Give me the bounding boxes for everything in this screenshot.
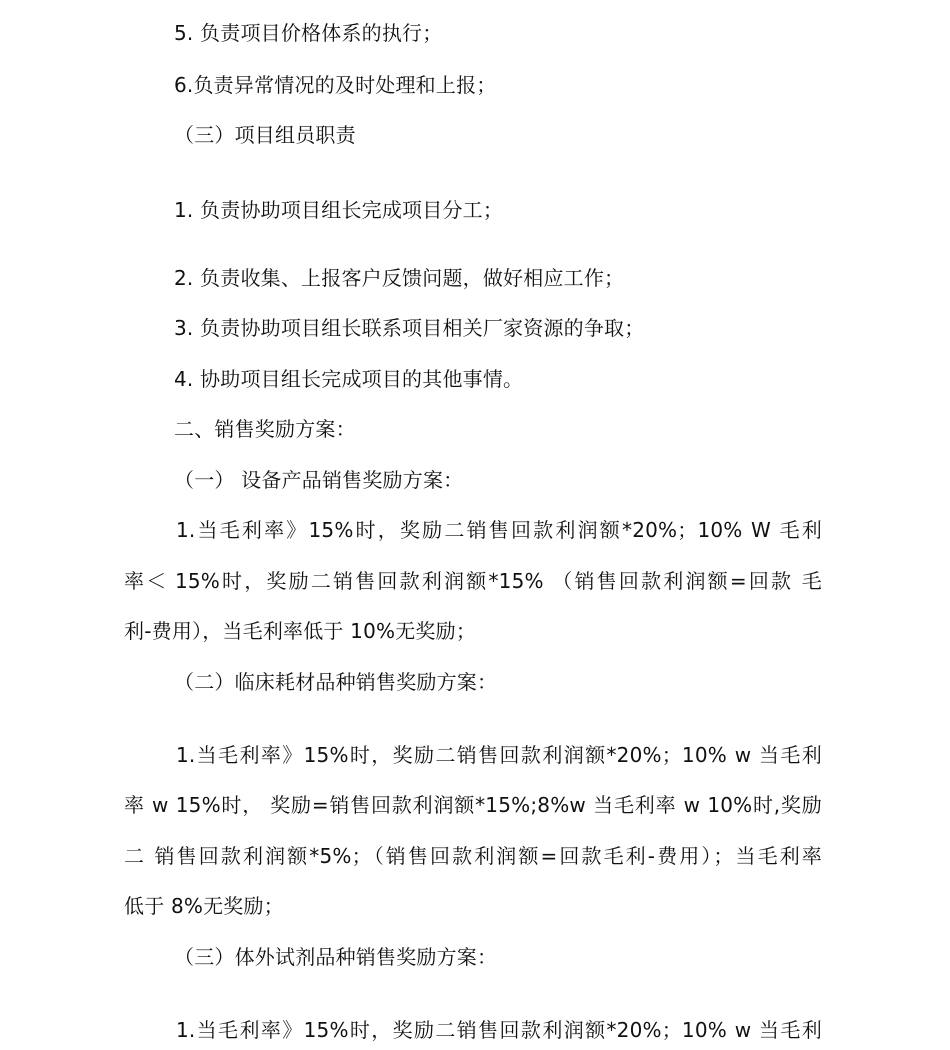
consumables-rule-line-3: 二 销售回款利润额*5%；（销售回款利润额=回款毛利-费用）；当毛利率 xyxy=(124,844,822,868)
equipment-rule-line-1: 1.当毛利率》15%时，奖励二销售回款利润额*20%；10% W 毛利 xyxy=(176,518,822,542)
duty-item-5: 5. 负责项目价格体系的执行； xyxy=(174,21,443,45)
consumables-rule-line-2: 率 w 15%时， 奖励=销售回款利润额*15%;8%w 当毛利率 w 10%时,奖励 xyxy=(124,793,822,817)
equipment-rule-line-3: 利-费用），当毛利率低于 10%无奖励； xyxy=(124,619,477,643)
consumables-rule-line-4: 低于 8%无奖励； xyxy=(124,894,284,918)
member-duty-3: 3. 负责协助项目组长联系项目相关厂家资源的争取； xyxy=(174,316,645,340)
subsection-heading-reagents: （三）体外试剂品种销售奖励方案： xyxy=(174,945,498,969)
section-heading-sales-reward: 二、销售奖励方案： xyxy=(174,417,356,441)
equipment-rule-line-2: 率＜ 15%时，奖励二销售回款利润额*15% （销售回款利润额=回款 毛 xyxy=(124,569,822,593)
subsection-heading-consumables: （二）临床耗材品种销售奖励方案： xyxy=(174,670,498,694)
member-duty-2: 2. 负责收集、上报客户反馈问题，做好相应工作； xyxy=(174,266,625,290)
reagents-rule-line-1: 1.当毛利率》15%时，奖励二销售回款利润额*20%；10% w 当毛利 xyxy=(176,1018,822,1042)
member-duty-1: 1. 负责协助项目组长完成项目分工； xyxy=(174,198,504,222)
member-duty-4: 4. 协助项目组长完成项目的其他事情。 xyxy=(174,367,524,391)
section-heading-member-duties: （三）项目组员职责 xyxy=(174,123,356,147)
duty-item-6: 6.负责异常情况的及时处理和上报； xyxy=(174,73,497,97)
subsection-heading-equipment: （一） 设备产品销售奖励方案： xyxy=(174,468,464,492)
consumables-rule-line-1: 1.当毛利率》15%时，奖励二销售回款利润额*20%；10% w 当毛利 xyxy=(176,743,822,767)
